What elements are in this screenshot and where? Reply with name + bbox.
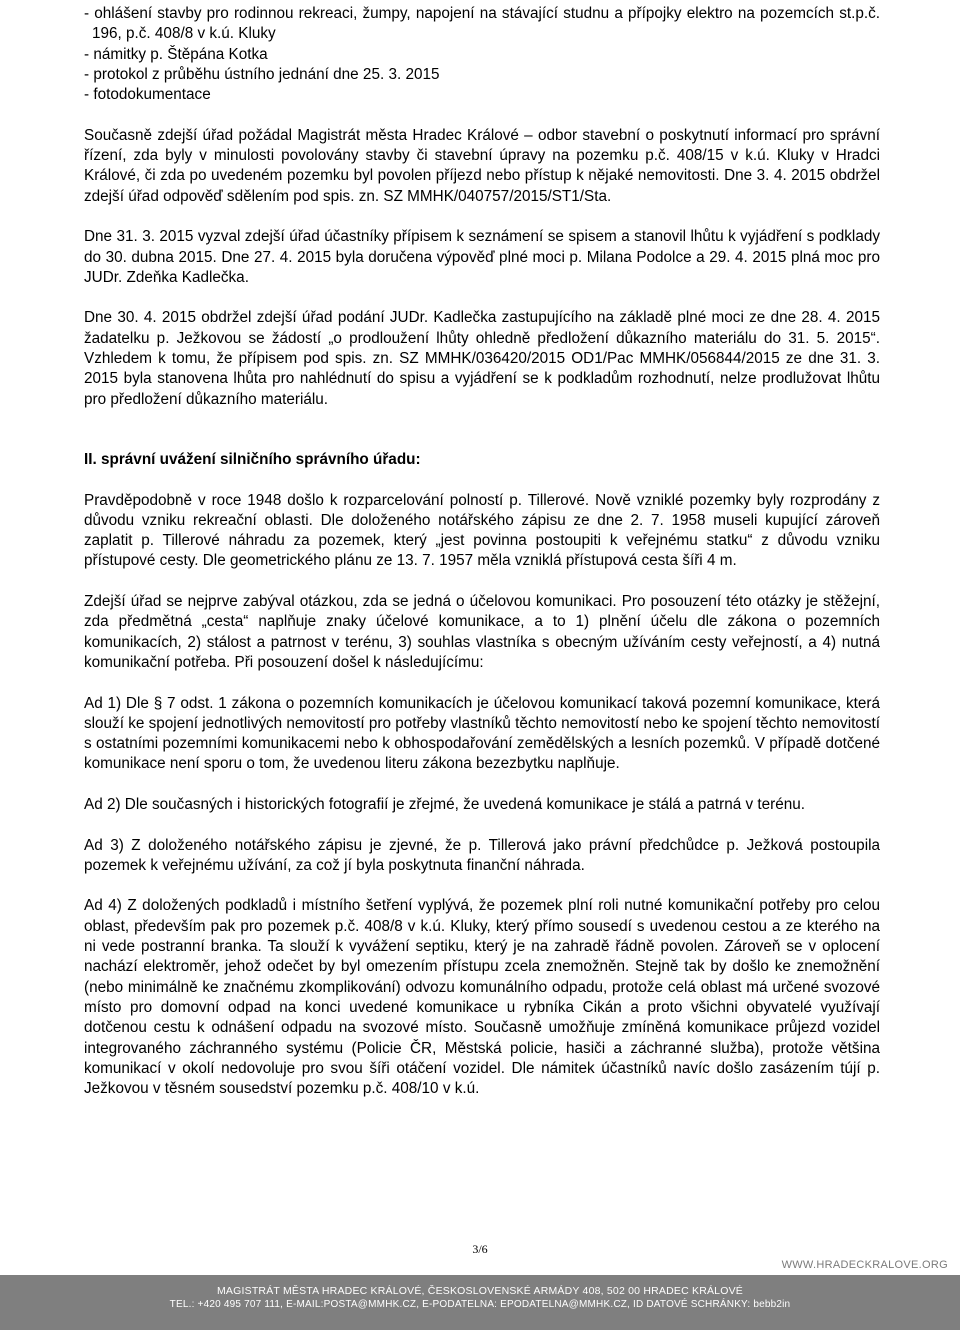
paragraph: Zdejší úřad se nejprve zabýval otázkou, zda se jedná o účelovou komunikaci. Pro posouzení této otázky je stěžejní, zda předmětná „cesta“ naplňuje znaky účelové komunikace, a to 1) plnění účelu dle zákona o pozemních komunikacích, 2) stálost a patrnost v terénu, 3) souhlas vlastníka s obecným užíváním cesty veřejností, a 4) nutná komunikační potřeba. Při posouzení došel k následujícímu: <box>84 593 880 671</box>
list-item: - námitky p. Štěpána Kotka <box>84 45 268 63</box>
list-item: - protokol z průběhu ústního jednání dne 25. 3. 2015 <box>84 65 440 83</box>
paragraph: Ad 1) Dle § 7 odst. 1 zákona o pozemních komunikacích je účelovou komunikací taková pozemní komunikace, která slouží ke spojení jednotlivých nemovitostí pro potřeby vlastníků těchto nemovitostí nebo ke spojení těchto nemovitostí s ostatními pozemními komunikacemi nebo k obhospodařování zemědělských a lesních pozemků. V případě dotčené komunikace není sporu o tom, že uvedenou literu zákona bezezbytku naplňuje. <box>84 694 880 773</box>
footer-bar <box>0 1275 960 1330</box>
section-number: II. <box>84 450 97 468</box>
footer-address: MAGISTRÁT MĚSTA HRADEC KRÁLOVÉ, ČESKOSLOVENSKÉ ARMÁDY 408, 502 00 HRADEC KRÁLOVÉ <box>216 1285 743 1297</box>
list-item: - fotodokumentace <box>84 86 211 104</box>
list-item: - ohlášení stavby pro rodinnou rekreaci, žumpy, napojení na stávající studnu a přípojky elektro na pozemcích st.p.č. 196, p.č. 408/8 v k.ú. Kluky <box>84 5 880 43</box>
paragraph: Ad 4) Z doložených podkladů i místního šetření vyplývá, že pozemek plní roli nutné komunikační potřeby pro celou oblast, především pak pro pozemek p.č. 408/8 v k.ú. Kluky, který přímo sousedí s uvedenou cestou a ze kterého na ni vede postranní branka. Ta slouží k vyvážení septiku, který je na zahradě řádně povolen. Zároveň se v oplocení nachází elektroměr, jehož odečet by byl omezením přístupu zcela znemožněn. Stejně tak by došlo ke znemožnění (nebo minimálně ke značnému zkomplikování) odvozu komunálního odpadu, protože celá oblast má určené svozové místo pro domovní odpad na konci uvedené komunikace u rybníka Cikán a proto všichni obyvatelé využívají dotčenou cestu k odnášení odpadu na svozové místo. Současně umožňuje zmíněná komunikace průjezd vozidel integrovaného záchranného systému (Policie ČR, Městská policie, hasiči a záchranné služba), protože většina komunikací v okolí nedovoluje pro svou šíři otáčení vozidel. Dle námitek účastníků navíc došlo zasázením tújí p. Ježkovou v těsném sousedství pozemku p.č. 408/10 v k.ú. <box>84 897 880 1098</box>
paragraph: Dne 30. 4. 2015 obdržel zdejší úřad podání JUDr. Kadlečka zastupujícího na základě plné moci ze dne 28. 4. 2015 žadatelku p. Ježkovou se žádostí „o prodloužení lhůty ohledně předložení důkazního materiálu do 31. 5. 2015“. Vzhledem k tomu, že přípisem pod spis. zn. SZ MMHK/036420/2015 OD1/Pac MMHK/056844/2015 ze dne 31. 3. 2015 byla stanovena lhůta pro nahlédnutí do spisu a vyjádření se k podkladům rozhodnutí, nelze prodlužovat lhůtu pro předložení důkazního materiálu. <box>84 309 880 408</box>
page-number: 3/6 <box>472 1242 488 1256</box>
section-heading <box>84 450 880 470</box>
document-body <box>84 4 880 1099</box>
website-link[interactable]: WWW.HRADECKRALOVE.ORG <box>781 1259 948 1271</box>
paragraph: Ad 2) Dle současných i historických fotografií je zřejmé, že uvedená komunikace je stálá a patrná v terénu. <box>84 795 806 813</box>
footer-contact: TEL.: +420 495 707 111, E-MAIL:POSTA@MMHK.CZ, E-PODATELNA: EPODATELNA@MMHK.CZ, ID DATOVÉ SCHRÁNKY: bebb2in <box>169 1299 791 1310</box>
paragraph: Pravděpodobně v roce 1948 došlo k rozparcelování polností p. Tillerové. Nově vzniklé pozemky byly rozprodány z důvodu vzniku rekreační oblasti. Dle doloženého notářského zápisu ze dne 2. 7. 1958 museli kupující zároveň zaplatit p. Tillerové náhradu za pozemek, který „jest povinna postoupiti k veřejnému statku“ z důvodu vzniku přístupové cesty. Dle geometrického plánu ze 13. 7. 1957 měla vzniklá přístupová cesta šíři 4 m. <box>84 491 880 570</box>
section-title: správní uvážení silničního správního úřadu: <box>101 450 421 468</box>
paragraph: Současně zdejší úřad požádal Magistrát města Hradec Králové – odbor stavební o poskytnutí informací pro správní řízení, zda byly v minulosti povolovány stavby či stavební úpravy na pozemku p.č. 408/15 v k.ú. Kluky v Hradci Králové, či zda po uvedeném pozemku byl povolen příjezd nebo přístup k nějaké nemovitosti. Dne 3. 4. 2015 obdržel zdejší úřad odpověď sdělením pod spis. zn. SZ MMHK/040757/2015/ST1/Sta. <box>84 126 880 205</box>
paragraph: Dne 31. 3. 2015 vyzval zdejší úřad účastníky přípisem k seznámení se spisem a stanovil lhůtu k vyjádření s podklady do 30. dubna 2015. Dne 27. 4. 2015 byla doručena výpověď plné moci p. Milana Podolce a 29. 4. 2015 plná moc pro JUDr. Zdeňka Kadlečka. <box>84 228 880 286</box>
paragraph: Ad 3) Z doloženého notářského zápisu je zjevné, že p. Tillerová jako právní předchůdce p. Ježková postoupila pozemek k veřejnému užívání, za což jí byla poskytnuta finanční náhrada. <box>84 836 880 874</box>
